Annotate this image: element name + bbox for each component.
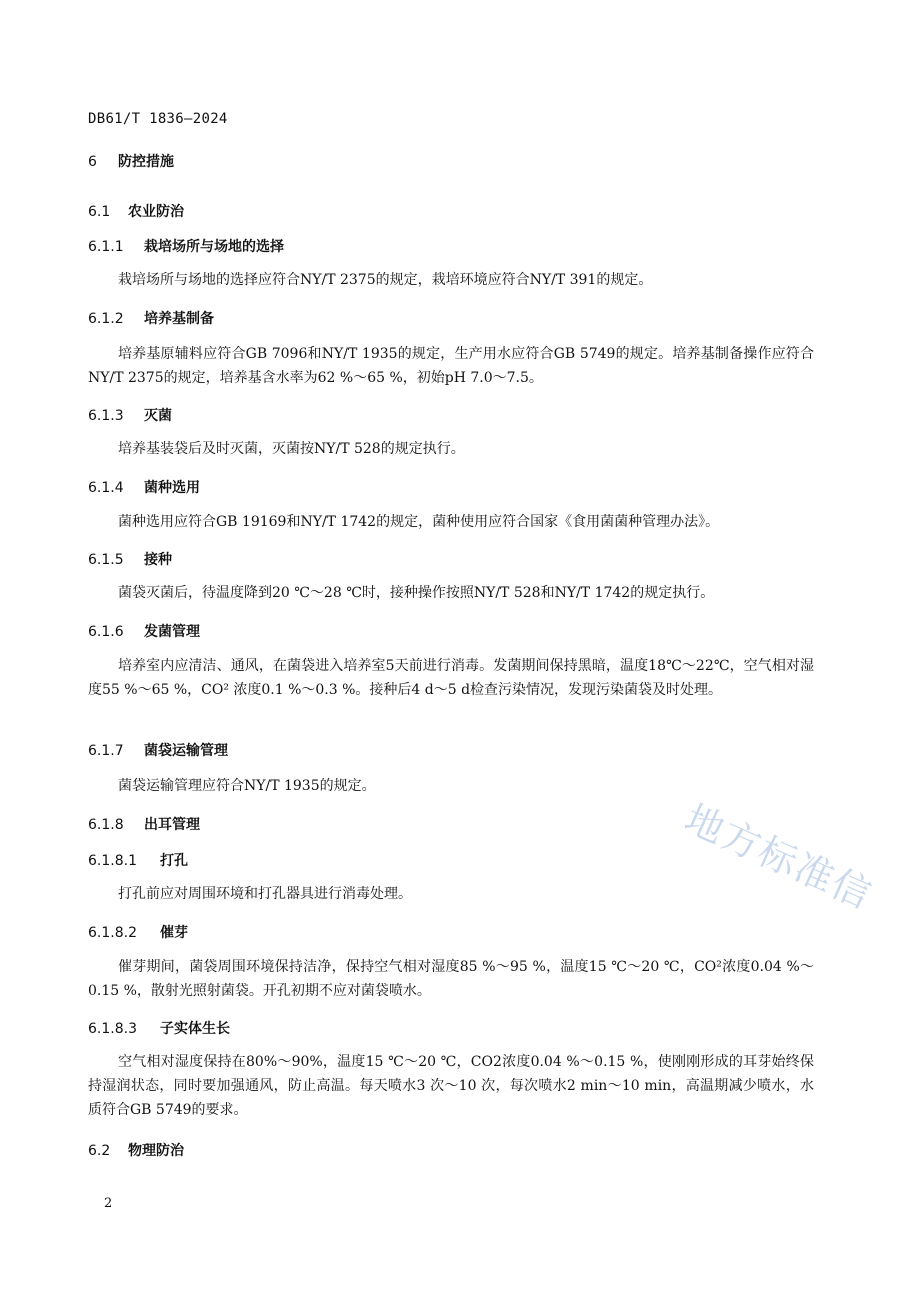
section-title: 打孔: [160, 853, 188, 869]
section-number: 6.1.6: [88, 624, 124, 640]
section-heading-6-1-8-3: [88, 1018, 230, 1038]
section-title: 发菌管理: [144, 624, 200, 640]
section-number: 6.1.2: [88, 311, 124, 327]
section-title: 物理防治: [128, 1143, 184, 1159]
watermark: 地方标准信: [678, 796, 880, 918]
section-heading-6-1: [88, 201, 184, 221]
section-title: 接种: [144, 552, 172, 568]
section-heading-6-1-8-2: [88, 922, 188, 942]
section-title: 栽培场所与场地的选择: [144, 239, 284, 255]
section-title: 农业防治: [128, 204, 184, 220]
section-heading-6-1-5: [88, 549, 172, 569]
section-paragraph: 空气相对湿度保持在80%～90%，温度15 ℃～20 ℃，CO2浓度0.04 %～0.15 %，使刚刚形成的耳芽始终保持湿润状态，同时要加强通风，防止高温。每天喷水3 次～10 次，每次喷水2 min～10 min，高温期减少喷水，水质符合GB 5749的要求。: [88, 1054, 814, 1118]
section-number: 6.1.8: [88, 817, 124, 833]
section-number: 6.1.5: [88, 552, 124, 568]
section-paragraph: 培养室内应清洁、通风，在菌袋进入培养室5天前进行消毒。发菌期间保持黑暗，温度18℃～22℃，空气相对湿度55 %～65 %，CO² 浓度0.1 %～0.3 %。接种后4 d～5 d检查污染情况，发现污染菌袋及时处理。: [88, 658, 814, 698]
section-number: 6.1.8.2: [88, 925, 137, 941]
section-paragraph: 菌种选用应符合GB 19169和NY/T 1742的规定，菌种使用应符合国家《食用菌菌种管理办法》。: [118, 514, 720, 530]
section-paragraph: 打孔前应对周围环境和打孔器具进行消毒处理。: [118, 886, 412, 902]
page-number: 2: [104, 1196, 113, 1211]
section-paragraph: 菌袋运输管理应符合NY/T 1935的规定。: [118, 778, 376, 794]
section-number: 6.1.1: [88, 239, 124, 255]
section-heading-6-1-6: [88, 621, 200, 641]
section-heading-6-1-3: [88, 405, 172, 425]
section-heading-6-1-8: [88, 814, 200, 834]
section-heading-6-1-7: [88, 740, 228, 760]
section-title: 出耳管理: [144, 817, 200, 833]
section-title: 培养基制备: [144, 311, 214, 327]
section-number: 6.1: [88, 204, 111, 220]
section-heading-6-2: [88, 1140, 184, 1160]
section-heading-6-1-2: [88, 308, 214, 328]
section-paragraph: 催芽期间，菌袋周围环境保持洁净，保持空气相对湿度85 %～95 %，温度15 ℃～20 ℃，CO²浓度0.04 %～0.15 %，散射光照射菌袋。开孔初期不应对菌袋喷水。: [88, 959, 814, 999]
section-heading-6: [88, 151, 174, 171]
section-paragraph: 菌袋灭菌后，待温度降到20 ℃～28 ℃时，接种操作按照NY/T 528和NY/T 1742的规定执行。: [118, 585, 715, 601]
section-heading-6-1-4: [88, 477, 200, 497]
section-number: 6.1.3: [88, 408, 124, 424]
document-id: DB61/T 1836—2024: [88, 111, 228, 127]
section-title: 防控措施: [118, 154, 174, 170]
section-number: 6.2: [88, 1143, 111, 1159]
section-title: 菌袋运输管理: [144, 743, 228, 759]
section-title: 菌种选用: [144, 480, 200, 496]
section-title: 催芽: [160, 925, 188, 941]
section-number: 6.1.8.1: [88, 853, 137, 869]
section-heading-6-1-8-1: [88, 850, 188, 870]
section-number: 6.1.4: [88, 480, 124, 496]
section-paragraph: 培养基装袋后及时灭菌，灭菌按NY/T 528的规定执行。: [118, 441, 465, 457]
section-paragraph: 培养基原辅料应符合GB 7096和NY/T 1935的规定，生产用水应符合GB 5749的规定。培养基制备操作应符合NY/T 2375的规定，培养基含水率为62 %～65 %，初始pH 7.0～7.5。: [88, 346, 814, 386]
section-title: 子实体生长: [160, 1021, 230, 1037]
section-number: 6.1.8.3: [88, 1021, 137, 1037]
section-title: 灭菌: [144, 408, 172, 424]
section-number: 6.1.7: [88, 743, 124, 759]
section-paragraph: 栽培场所与场地的选择应符合NY/T 2375的规定，栽培环境应符合NY/T 391的规定。: [118, 272, 653, 288]
section-heading-6-1-1: [88, 236, 284, 256]
section-number: 6: [88, 154, 97, 170]
